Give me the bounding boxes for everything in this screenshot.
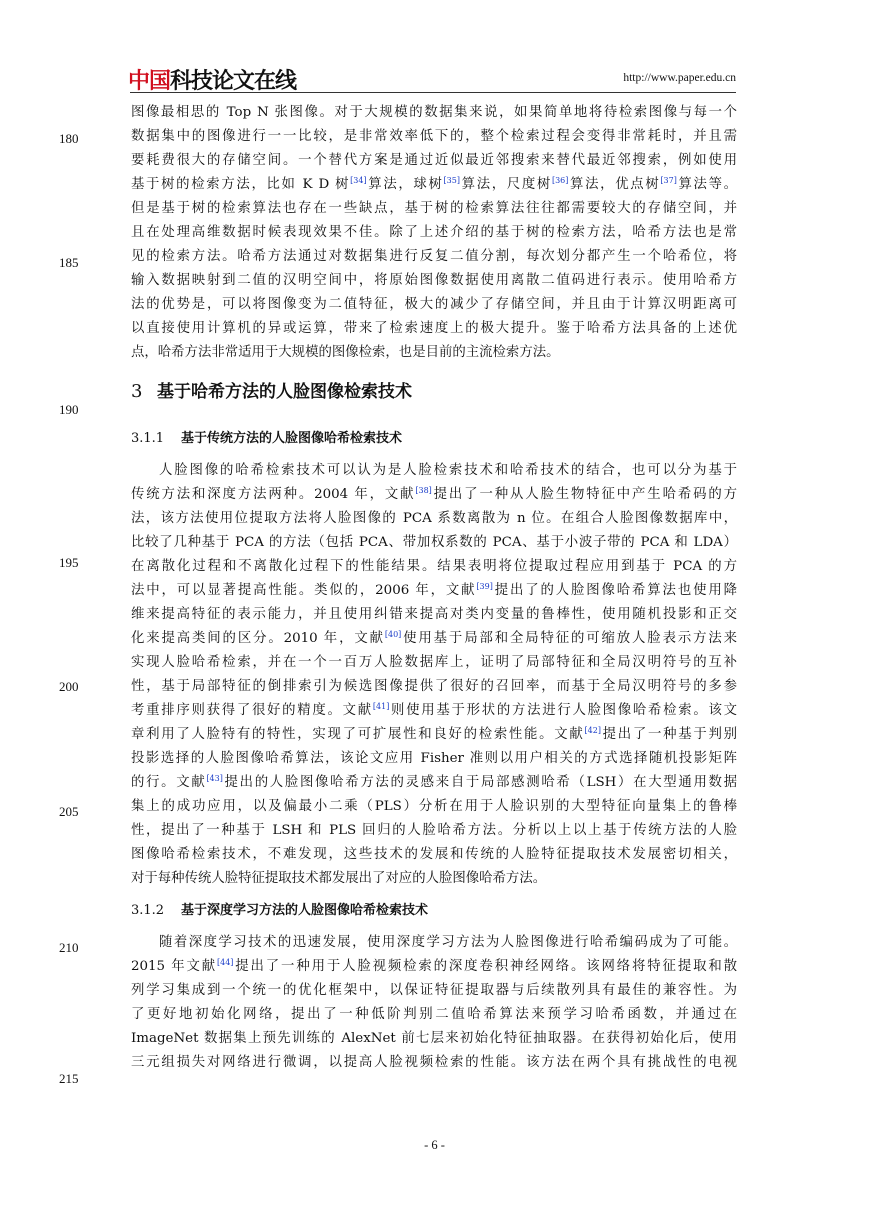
text-run: 法的优势是，可以将图像变为二值特征，极大的减少了存储空间，并且由于计算汉明距离可 xyxy=(131,297,737,312)
citation-link[interactable]: [36] xyxy=(551,176,569,185)
text-run: 考重排序则获得了很好的精度。文献 xyxy=(131,703,373,718)
text-run: 算法，优点树 xyxy=(568,177,661,192)
text-run: 以直接使用计算机的异或运算，带来了检索速度上的极大提升。鉴于哈希方法具备的上述优 xyxy=(131,321,737,336)
text-line xyxy=(131,579,737,603)
text-run: 算法，尺度树 xyxy=(459,177,552,192)
citation-link[interactable]: [42] xyxy=(584,726,601,735)
section-heading: 3 基于哈希方法的人脸图像检索技术 xyxy=(131,381,412,402)
text-line xyxy=(131,651,737,675)
text-run: 投影选择的人脸图像哈希算法，该论文应用 Fisher 准则以用户相关的方式选择随机投影矩阵 xyxy=(131,751,737,766)
text-line xyxy=(131,603,737,627)
subsection-heading-3-1-1: 3.1.1 基于传统方法的人脸图像哈希检索技术 xyxy=(131,431,403,446)
line-number: 210 xyxy=(59,940,79,955)
text-run: 提出的人脸图像哈希方法的灵感来自于局部感测哈希（LSH）在大型通用数据 xyxy=(222,775,738,790)
text-line xyxy=(131,979,737,1003)
line-number: 185 xyxy=(59,255,79,270)
text-run: 提出了一种基于判别 xyxy=(600,727,738,742)
text-line xyxy=(131,771,737,795)
paragraph-1 xyxy=(131,101,737,365)
text-run: 法中，可以显著提高性能。类似的，2006 年，文献 xyxy=(131,583,477,598)
line-number: 200 xyxy=(59,679,79,694)
text-run: 算法，球树 xyxy=(366,177,444,192)
text-line xyxy=(131,317,737,341)
paper-body xyxy=(131,101,737,1075)
text-line xyxy=(131,173,737,197)
citation-link[interactable]: [34] xyxy=(350,176,367,185)
text-run: 性，提出了一种基于 LSH 和 PLS 回归的人脸哈希方法。分析以上以上基于传统方法的人脸 xyxy=(131,823,737,838)
header-url[interactable]: http://www.paper.edu.cn xyxy=(623,72,736,84)
text-line xyxy=(131,675,737,699)
text-run: 且在处理高维数据时候表现效果不佳。除了上述介绍的基于树的检索方法，哈希方法也是常 xyxy=(131,225,737,240)
text-run: 列学习集成到一个统一的优化框架中，以保证特征提取器与后续散列具有最佳的兼容性。为 xyxy=(131,983,737,998)
line-number: 205 xyxy=(59,804,79,819)
text-line xyxy=(131,269,737,293)
text-run: 对于每种传统人脸特征提取技术都发展出了对应的人脸图像哈希方法。 xyxy=(131,871,547,886)
text-line xyxy=(131,149,737,173)
text-line xyxy=(131,627,737,651)
text-line xyxy=(131,955,737,979)
text-line xyxy=(131,747,737,771)
text-run: 则使用基于形状的方法进行人脸图像哈希检索。该文 xyxy=(389,703,738,718)
citation-link[interactable]: [39] xyxy=(476,582,493,591)
paragraph-3 xyxy=(131,931,737,1075)
paragraph-2 xyxy=(131,459,737,891)
text-run: 的行。文献 xyxy=(131,775,207,790)
text-run: 算法等。 xyxy=(676,177,738,192)
text-run: 使用基于局部和全局特征的可缩放人脸表示方法来 xyxy=(401,631,738,646)
citation-link[interactable]: [38] xyxy=(415,486,432,495)
text-line xyxy=(131,197,737,221)
line-number: 195 xyxy=(59,555,79,570)
text-line xyxy=(131,1003,737,1027)
text-line xyxy=(131,245,737,269)
text-line xyxy=(131,699,737,723)
text-run: 章利用了人脸特有的特性，实现了可扩展性和良好的检索性能。文献 xyxy=(131,727,585,742)
text-run: 了更好地初始化网络，提出了一种低阶判别二值哈希算法来预学习哈希函数，并通过在 xyxy=(131,1007,737,1022)
citation-link[interactable]: [43] xyxy=(206,774,223,783)
line-number: 190 xyxy=(59,402,79,417)
text-line xyxy=(131,293,737,317)
text-run: 输入数据映射到二值的汉明空间中，将原始图像数据使用离散二值码进行表示。使用哈希方 xyxy=(131,273,737,288)
citation-link[interactable]: [40] xyxy=(384,630,402,639)
text-line xyxy=(131,1027,737,1051)
text-run: 但是基于树的检索算法也存在一些缺点，基于树的检索算法往往都需要较大的存储空间，并 xyxy=(131,201,737,216)
citation-link[interactable]: [44] xyxy=(216,958,234,967)
citation-link[interactable]: [35] xyxy=(443,176,460,185)
text-run: 维来提高特征的表示能力，并且使用纠错来提高对类内变量的鲁棒性，使用随机投影和正交 xyxy=(131,607,737,622)
text-line xyxy=(131,125,737,149)
text-line xyxy=(131,795,737,819)
text-run: 点，哈希方法非常适用于大规模的图像检索，也是目前的主流检索方法。 xyxy=(131,345,560,360)
citation-link[interactable]: [41] xyxy=(372,702,390,711)
text-line xyxy=(131,341,737,365)
line-number: 180 xyxy=(59,131,79,146)
text-run: 提出了一种用于人脸视频检索的深度卷积神经网络。该网络将特征提取和散 xyxy=(233,959,737,974)
text-line xyxy=(131,507,737,531)
text-run: 性，基于局部特征的倒排索引为候选图像提供了很好的召回率，而基于全局汉明符号的多参 xyxy=(131,679,737,694)
text-run: 要耗费很大的存储空间。一个替代方案是通过近似最近邻搜索来替代最近邻搜索，例如使用 xyxy=(131,153,737,168)
text-line xyxy=(131,1051,737,1075)
text-run: 实现人脸哈希检索，并在一个一百万人脸数据库上，证明了局部特征和全局汉明符号的互补 xyxy=(131,655,737,670)
text-line xyxy=(131,483,737,507)
text-run: 三元组损失对网络进行微调，以提高人脸视频检索的性能。该方法在两个具有挑战性的电视 xyxy=(131,1055,737,1070)
text-run: 图像最相思的 Top N 张图像。对于大规模的数据集来说，如果简单地将待检索图像与每一个 xyxy=(131,105,737,120)
text-run: 数据集中的图像进行一一比较，是非常效率低下的，整个检索过程会变得非常耗时，并且需 xyxy=(131,129,737,144)
text-run: 比较了几种基于 PCA 的方法（包括 PCA、带加权系数的 PCA、基于小波子带的 PCA 和 LDA） xyxy=(131,535,737,550)
text-run: 集上的成功应用，以及偏最小二乘（PLS）分析在用于人脸识别的大型特征向量集上的鲁棒 xyxy=(131,799,737,814)
text-run: 见的检索方法。哈希方法通过对数据集进行反复二值分割，每次划分都产生一个哈希位，将 xyxy=(131,249,737,264)
text-line xyxy=(131,531,737,555)
text-run: 提出了一种从人脸生物特征中产生哈希码的方 xyxy=(431,487,737,502)
text-line xyxy=(131,931,737,955)
subsection-heading-3-1-2: 3.1.2 基于深度学习方法的人脸图像哈希检索技术 xyxy=(131,903,429,918)
text-run: 传统方法和深度方法两种。2004 年，文献 xyxy=(131,487,416,502)
citation-link[interactable]: [37] xyxy=(660,176,677,185)
text-line xyxy=(131,459,737,483)
text-run: 化来提高类间的区分。2010 年，文献 xyxy=(131,631,385,646)
header-rule xyxy=(130,92,736,93)
text-line xyxy=(131,555,737,579)
text-line xyxy=(131,819,737,843)
text-line xyxy=(131,101,737,125)
text-run: 在离散化过程和不离散化过程下的性能结果。结果表明将位提取过程应用到基于 PCA 的方 xyxy=(131,559,737,574)
journal-logo: 中国科技论文在线 xyxy=(128,69,297,94)
text-run: 法，该方法使用位提取方法将人脸图像的 PCA 系数离散为 n 位。在组合人脸图像数据库中， xyxy=(131,511,737,526)
text-line xyxy=(131,867,737,891)
line-number: 215 xyxy=(59,1071,79,1086)
text-run: 基于树的检索方法，比如 K D 树 xyxy=(131,177,351,192)
text-run: ImageNet 数据集上预先训练的 AlexNet 前七层来初始化特征抽取器。在获得初始化后，使用 xyxy=(131,1031,737,1046)
text-run: 人脸图像的哈希检索技术可以认为是人脸检索技术和哈希技术的结合，也可以分为基于 xyxy=(159,463,737,478)
text-run: 随着深度学习技术的迅速发展，使用深度学习方法为人脸图像进行哈希编码成为了可能。 xyxy=(159,935,737,950)
text-run: 2015 年文献 xyxy=(131,959,217,974)
text-run: 提出了的人脸图像哈希算法也使用降 xyxy=(492,583,737,598)
text-line xyxy=(131,221,737,245)
text-run: 图像哈希检索技术，不难发现，这些技术的发展和传统的人脸特征提取技术发展密切相关， xyxy=(131,847,737,862)
text-line xyxy=(131,843,737,867)
text-line xyxy=(131,723,737,747)
page-number: - 6 - xyxy=(424,1138,445,1152)
